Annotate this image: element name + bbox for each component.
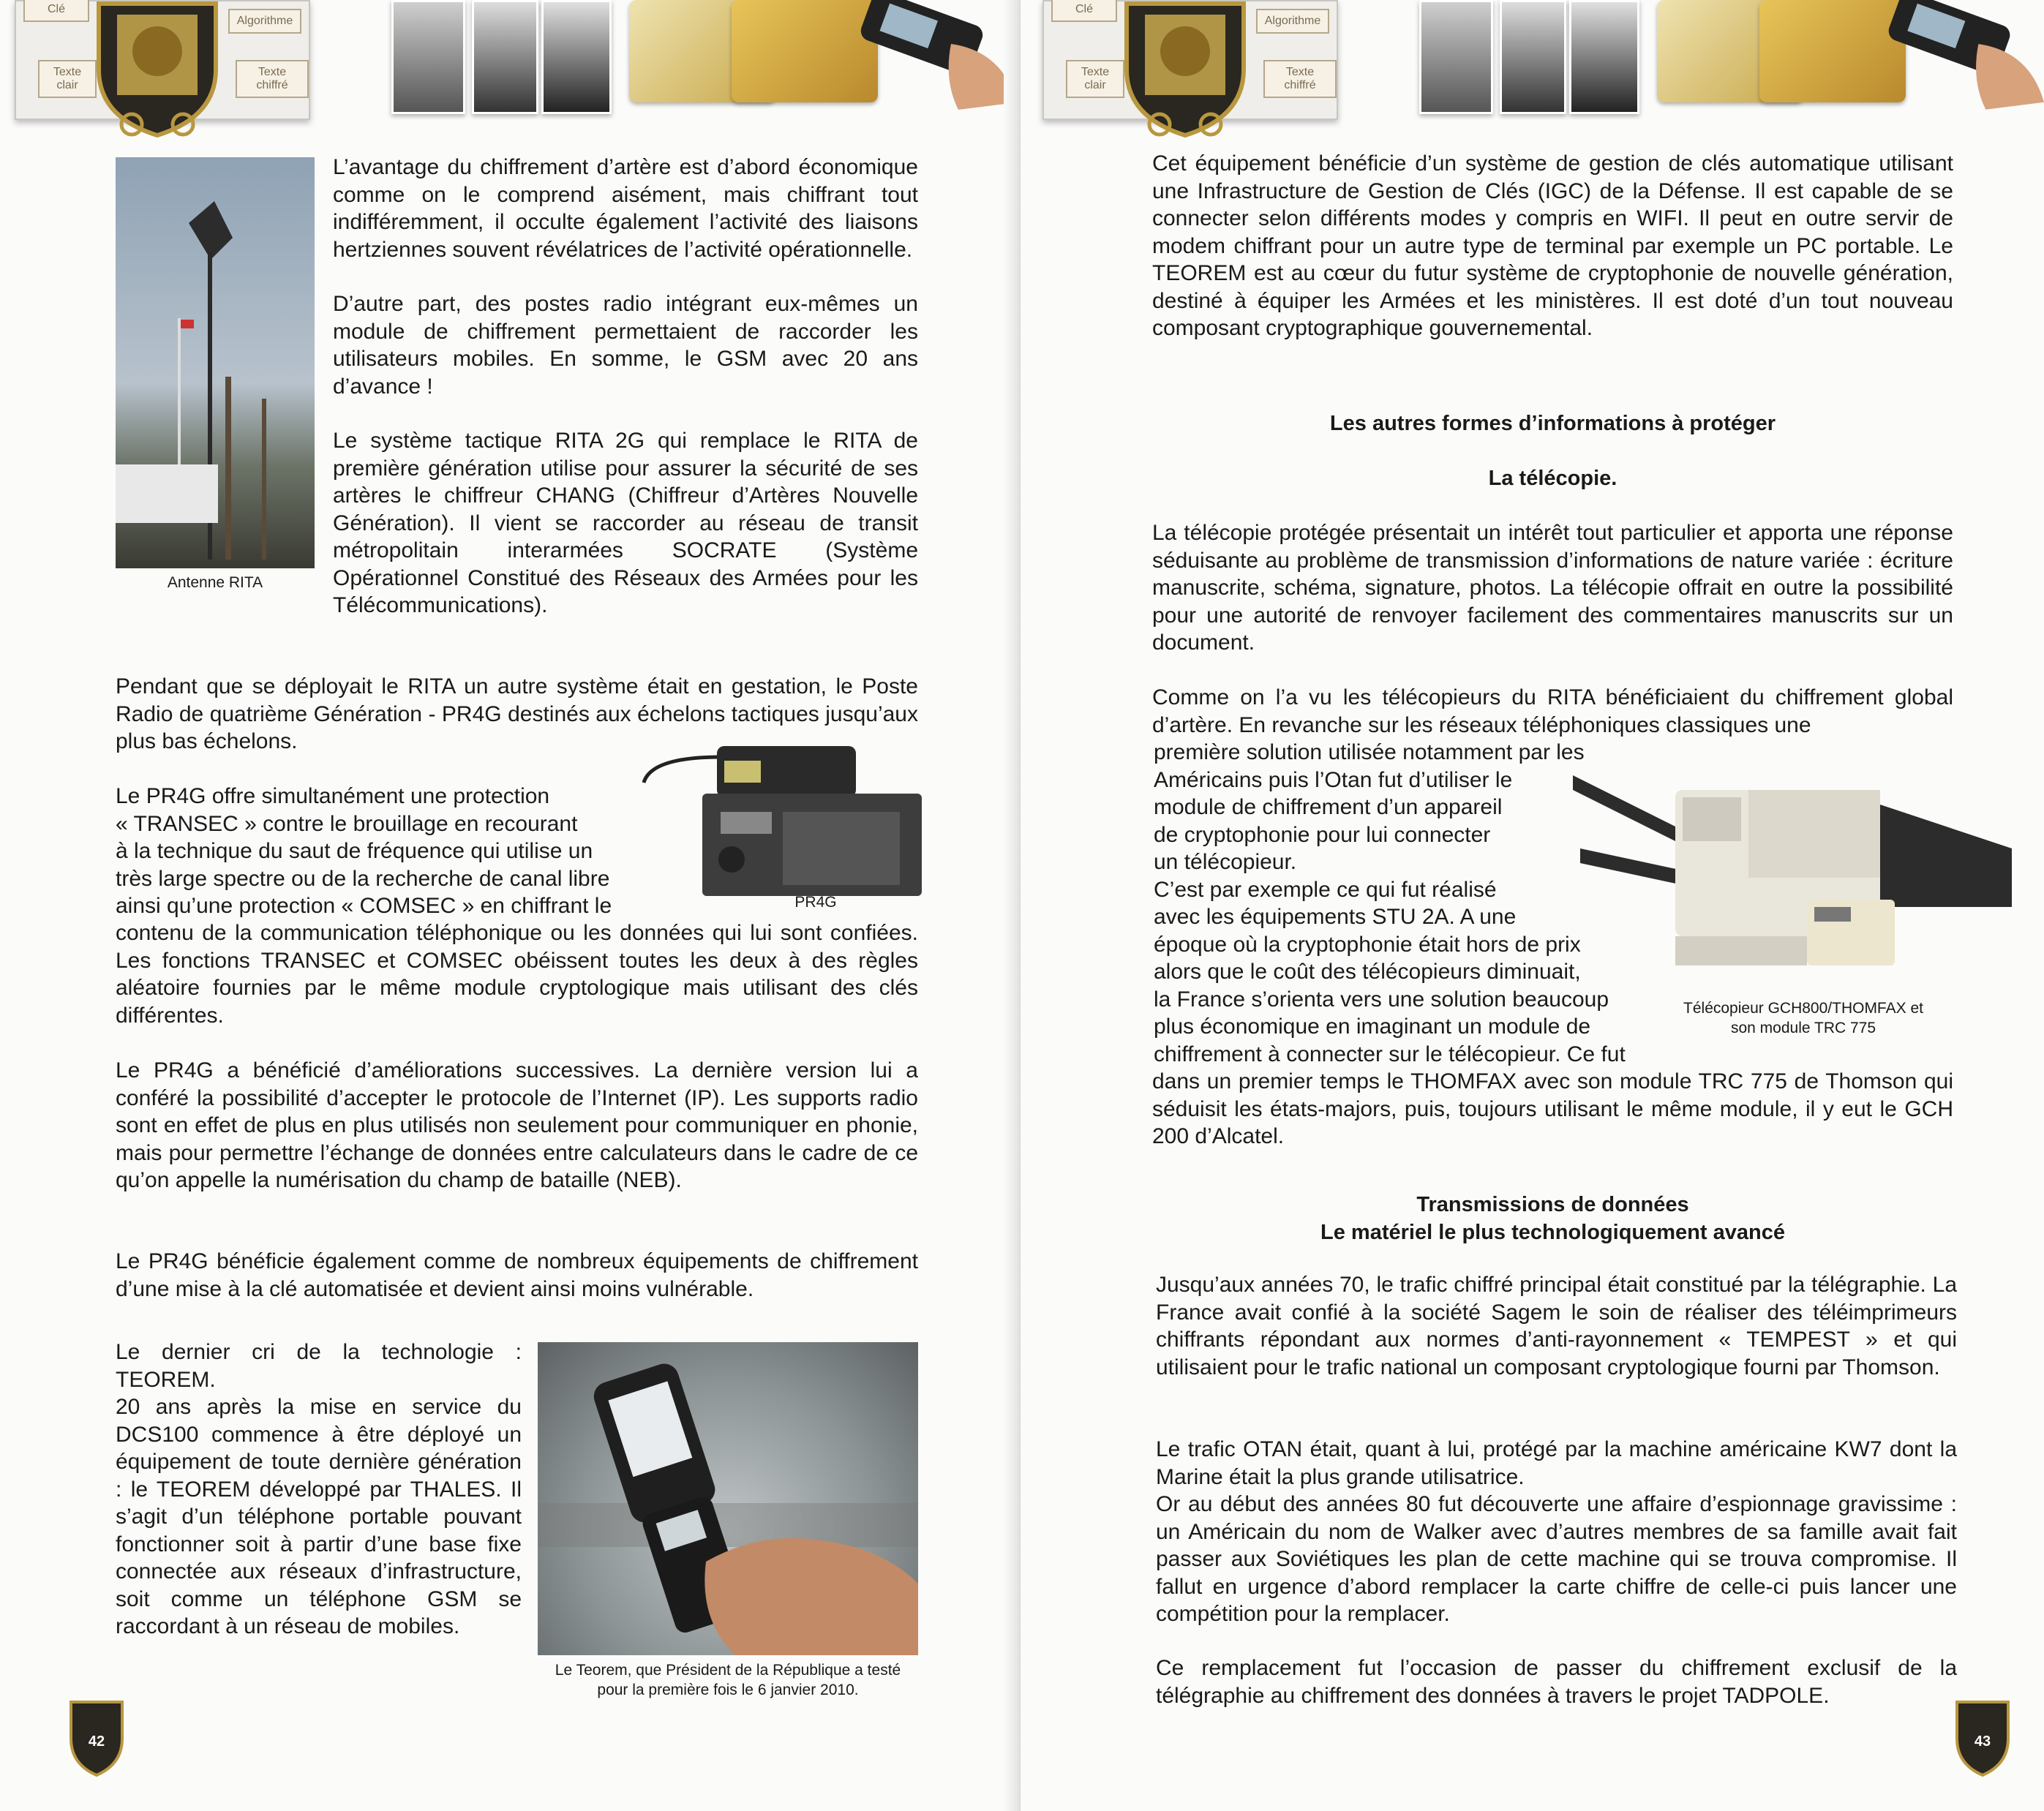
page-number-badge: [1953, 1698, 2012, 1779]
text-line: de cryptophonie pour lui connecter: [1154, 822, 1491, 847]
text-line: chiffrement à connecter sur le télécopieur. Ce fut: [1154, 1042, 1626, 1066]
left-intro-block: [333, 154, 918, 620]
hand-phone-image: [1869, 0, 2044, 110]
banner-label-plaintext: Texte clair: [1066, 60, 1124, 98]
text-line: très large spectre ou de la recherche de canal libre: [116, 866, 610, 891]
pr4g-key-paragraph: Le PR4G bénéficie également comme de nombreux équipements de chiffrement d’une mise à la clé automatisée et devient ainsi moins vulnérable.: [116, 1249, 918, 1301]
banner-label-key: Clé: [1051, 0, 1117, 22]
section-heading: Les autres formes d’informations à protéger: [1329, 412, 1776, 435]
text-line: « TRANSEC » contre le brouillage en recourant: [116, 811, 578, 836]
data-paragraph-3: Or au début des années 80 fut découverte une affaire d’espionnage gravissime : un Américain du nom de Walker avec d’autres membres de sa famille avait fait passer aux Soviétiques les plan de cette machine qui se trouva compromise. Il fallut en urgence d’abord remplacer la carte chiffre de celle-ci puis lancer une compétition pour la remplacer.: [1156, 1492, 1957, 1626]
pr4g-radio-image: [636, 742, 929, 900]
text-line: Le PR4G offre simultanément une protection: [116, 784, 550, 808]
pr4g-offer-lines: [116, 783, 628, 920]
text-line: module de chiffrement d’un appareil: [1154, 795, 1503, 819]
teorem-caption: Le Teorem, que Président de la République a testé pour la première fois le 6 janvier 2010.: [555, 1662, 901, 1698]
data-paragraph-1: Jusqu’aux années 70, le trafic chiffré principal était constitué par la télégraphie. La France avait confié à la société Sagem le soin de réaliser des téléimprimeurs chiffrants répondant aux normes d’anti-rayonnement « TEMPEST » et qui utilisaient pour le trafic national un composant cryptologique fourni par Thomson.: [1156, 1273, 1957, 1379]
pr4g-offer-rest: contenu de la communication téléphonique ou les données qui lui sont confiées. Les fonctions TRANSEC et COMSEC obéissent toutes les deux à des règles aléatoire fournies par le même module cryptologique mais utilisant des clés différentes.: [116, 921, 918, 1028]
text-line: plus économique en imaginant un module de: [1154, 1014, 1591, 1039]
paragraph: D’autre part, des postes radio intégrant eux-mêmes un module de chiffrement permettaient de raccorder les utilisateurs mobiles. En somme, le GSM avec 20 ans d’avance !: [333, 292, 918, 399]
left-page: [0, 0, 1021, 1811]
banner-label-algorithm: Algorithme: [1256, 9, 1329, 34]
text-line: avec les équipements STU 2A. A une: [1154, 905, 1517, 929]
text-line: alors que le coût des télécopieurs diminuait,: [1154, 960, 1581, 984]
text-line: à la technique du saut de fréquence qui utilise un: [116, 839, 593, 863]
text-line: un télécopieur.: [1154, 850, 1297, 874]
teorem-text: 20 ans après la mise en service du DCS100 commence à être déployé un équipement de toute dernière génération : le TEOREM développé par THALES. Il s’agit d’un téléphone portable pouvant fonctionner soit à partir d’une base fixe connectée aux réseaux d’infrastructure, soit comme un téléphone GSM se raccordant à un réseau de mobiles.: [116, 1395, 522, 1638]
text-line: Américains puis l’Otan fut d’utiliser le: [1154, 767, 1513, 792]
section-heading: La télécopie.: [1488, 467, 1617, 490]
portrait-photo-3: [1569, 0, 1639, 114]
fax-caption: Télécopieur GCH800/THOMFAX et son module TRC 775: [1683, 1000, 1923, 1036]
portrait-photo-2: [472, 0, 538, 114]
right-page: [1021, 0, 2044, 1811]
banner-label-algorithm: Algorithme: [228, 9, 301, 34]
text-line: C’est par exemple ce qui fut réalisé: [1154, 877, 1497, 902]
page-banner: [0, 0, 1021, 139]
page-number-badge: [67, 1698, 126, 1779]
data-paragraph-2: Le trafic OTAN était, quant à lui, protégé par la machine américaine KW7 dont la Marine était la plus grande utilisatrice.: [1156, 1437, 1957, 1489]
antenna-caption: Antenne RITA: [167, 574, 263, 591]
page-number: 43: [1974, 1733, 1991, 1750]
text-line: la France s’orienta vers une solution beaucoup: [1154, 987, 1609, 1012]
data-paragraph-4: Ce remplacement fut l’occasion de passer du chiffrement exclusif de la télégraphie au chiffrement des données à travers le projet TADPOLE.: [1156, 1656, 1957, 1708]
text-line: époque où la cryptophonie était hors de prix: [1154, 932, 1581, 957]
pr4g-caption: PR4G: [794, 894, 837, 911]
fax-paragraph-2-rest: dans un premier temps le THOMFAX avec son module TRC 775 de Thomson qui séduisit les états-majors, puis, toujours utilisant le même module, il y eut le GCH 200 d’Alcatel.: [1152, 1069, 1953, 1148]
text-line: première solution utilisée notamment par les: [1154, 740, 1585, 764]
right-intro-paragraph: Cet équipement bénéficie d’un système de gestion de clés automatique utilisant une Infrastructure de Gestion de Clés (IGC) de la Défense. Il est capable de se connecter selon différents modes y compris en WIFI. Il peut en outre servir de modem chiffrant pour un autre type de terminal par exemple un PC portable. Le TEOREM est au cœur du futur système de cryptophonie de nouvelle génération, destiné à équiper les Armées et les ministères. Il est doté d’un tout nouveau composant cryptographique gouvernemental.: [1152, 151, 1953, 340]
portrait-photo-2: [1500, 0, 1566, 114]
banner-label-key: Clé: [23, 0, 89, 22]
paragraph: L’avantage du chiffrement d’artère est d’abord économique comme on le comprend aisément, mais chiffrant tout indifféremment, il occulte également l’activité des liaisons hertziennes souvent révélatrices de l’activité opérationnelle.: [333, 155, 918, 262]
pr4g-intro-paragraph: Pendant que se déployait le RITA un autre système était en gestation, le Poste Radio de quatrième Génération - PR4G destinés aux échelons tactiques jusqu’aux plus bas échelons.: [116, 674, 918, 753]
teorem-photo: [538, 1342, 918, 1655]
hand-phone-image: [841, 0, 1017, 110]
page-number: 42: [88, 1733, 105, 1750]
text-line: ainsi qu’une protection « COMSEC » en chiffrant le: [116, 894, 612, 918]
crest-icon: [88, 0, 227, 139]
section-heading: Le matériel le plus technologiquement avancé: [1320, 1221, 1785, 1244]
antenna-rita-photo: [116, 157, 315, 568]
portrait-photo-3: [541, 0, 612, 114]
section-heading: Transmissions de données: [1416, 1193, 1689, 1216]
fax-machine-image: [1573, 761, 2030, 1002]
banner-label-ciphertext: Texte chiffré: [236, 60, 309, 98]
fax-paragraph-2-top: Comme on l’a vu les télécopieurs du RITA bénéficiaient du chiffrement global d’artère. En revanche sur les réseaux téléphoniques classiques une: [1152, 685, 1953, 737]
crest-icon: [1116, 0, 1255, 139]
portrait-photo-1: [1419, 0, 1493, 114]
banner-label-ciphertext: Texte chiffré: [1263, 60, 1337, 98]
portrait-photo-1: [391, 0, 465, 114]
paragraph: Le système tactique RITA 2G qui remplace le RITA de première génération utilise pour assurer la sécurité de ses artères le chiffreur CHANG (Chiffreur d’Artères Nouvelle Génération). Il vient se raccorder au réseau de transit métropolitain interarmées SOCRATE (Système Opérationnel Constitué des Réseaux des Armées pour les Télécommunications).: [333, 429, 918, 617]
banner-label-plaintext: Texte clair: [38, 60, 97, 98]
teorem-title: Le dernier cri de la technologie : TEOREM.: [116, 1340, 522, 1392]
teorem-block: [116, 1339, 522, 1641]
fax-paragraph-1: La télécopie protégée présentait un intérêt tout particulier et apporta une réponse séduisante au problème de transmission d’informations de nature variée : écriture manuscrite, schéma, signature, photos. La télécopie offrait en outre la possibilité pour une autorité de renvoyer facilement des commentaires manuscrits sur un document.: [1152, 521, 1953, 655]
pr4g-ip-paragraph: Le PR4G a bénéficié d’améliorations successives. La dernière version lui a conféré la possibilité d’accepter le protocole de l’Internet (IP). Les supports radio sont en effet de plus en plus utilisés non seulement pour communiquer en phonie, mais pour permettre l’échange de données entre calculateurs dans le cadre de ce qu’on appelle la numérisation du champ de bataille (NEB).: [116, 1058, 918, 1192]
page-banner: [1028, 0, 2044, 139]
